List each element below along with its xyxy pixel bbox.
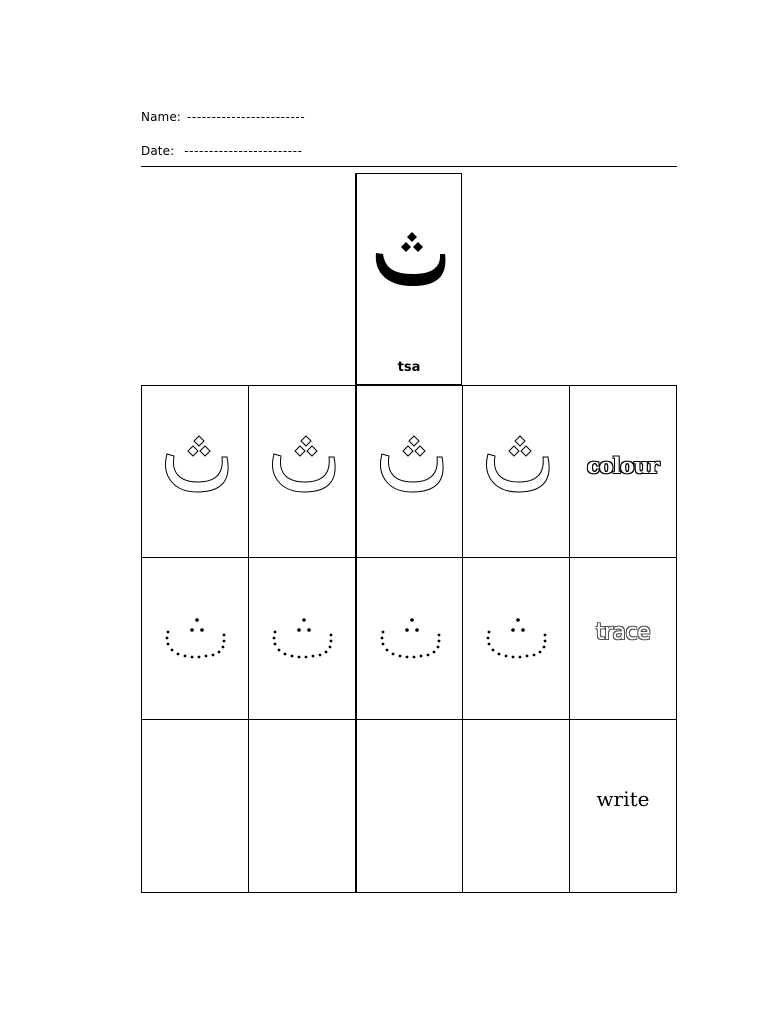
date-blank[interactable]: ------------------------ — [184, 144, 303, 158]
date-label: Date: — [141, 144, 175, 158]
name-label: Name: — [141, 110, 181, 124]
trace-cell[interactable] — [355, 557, 463, 720]
transliteration-label: tsa — [397, 360, 421, 375]
write-cell[interactable] — [355, 719, 463, 893]
write-instruction-cell — [569, 719, 677, 893]
name-field[interactable] — [141, 110, 305, 124]
colour-cell[interactable] — [462, 385, 570, 558]
outline-letter-glyph — [357, 386, 465, 559]
trace-cell[interactable] — [462, 557, 570, 720]
colour-cell[interactable] — [248, 385, 356, 558]
trace-instruction-cell — [569, 557, 677, 720]
letter-header-card — [355, 173, 462, 385]
trace-cell[interactable] — [248, 557, 356, 720]
trace-instruction: trace — [595, 620, 651, 645]
tsa-letter-glyph — [357, 174, 464, 386]
outline-letter-glyph — [249, 386, 357, 559]
header-divider — [141, 166, 677, 167]
dotted-letter-glyph — [463, 558, 571, 721]
colour-cell[interactable] — [141, 385, 249, 558]
dotted-letter-glyph — [142, 558, 250, 721]
outline-letter-glyph — [463, 386, 571, 559]
trace-cell[interactable] — [141, 557, 249, 720]
write-cell[interactable] — [141, 719, 249, 893]
colour-instruction-cell — [569, 385, 677, 558]
date-field[interactable] — [141, 144, 303, 158]
dotted-letter-glyph — [249, 558, 357, 721]
write-instruction: write — [596, 787, 650, 811]
practice-grid — [141, 385, 677, 893]
colour-cell[interactable] — [355, 385, 463, 558]
dotted-letter-glyph — [357, 558, 465, 721]
write-cell[interactable] — [248, 719, 356, 893]
name-blank[interactable]: ------------------------ — [186, 110, 306, 124]
colour-instruction: colour — [586, 453, 660, 478]
outline-letter-glyph — [142, 386, 250, 559]
write-cell[interactable] — [462, 719, 570, 893]
